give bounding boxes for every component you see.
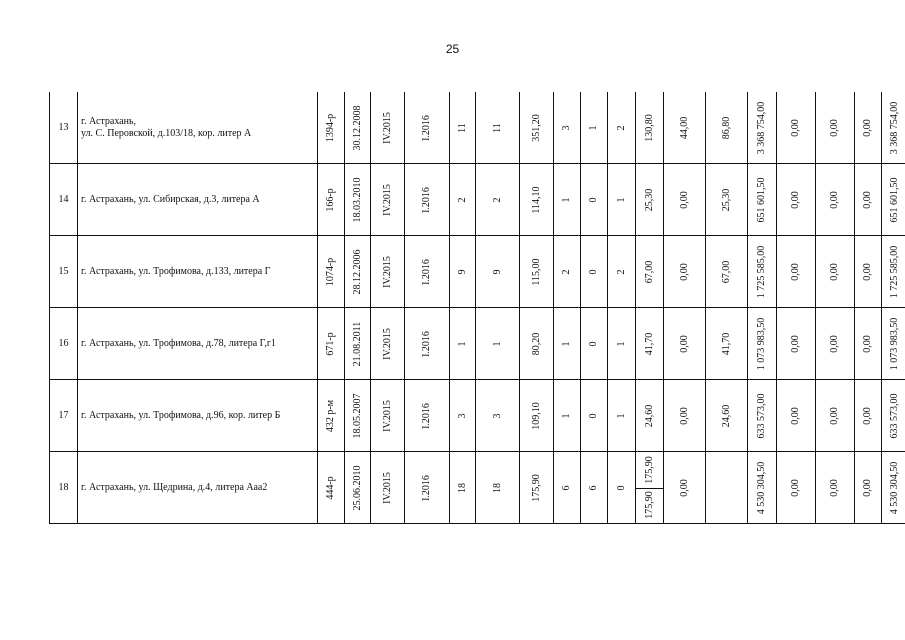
- address-cell: [78, 380, 318, 452]
- fund-local-cell: [855, 164, 882, 236]
- total-area-cell: [520, 92, 554, 164]
- rooms-owned-cell: [581, 236, 608, 308]
- fund-local: 0,00: [862, 118, 873, 137]
- fund-local: 0,00: [862, 334, 873, 353]
- table-row: [50, 452, 905, 524]
- planned-resettlement: IV.2015: [381, 111, 393, 144]
- planned-demolition-cell: [405, 92, 450, 164]
- rooms-municipal-cell: [608, 164, 636, 236]
- area-to-resettle: 175,90: [643, 491, 655, 519]
- row-number: 17: [50, 380, 78, 452]
- address-cell: [78, 92, 318, 164]
- area-to-resettle-cell: [636, 308, 664, 380]
- rooms-owned: 6: [588, 485, 599, 490]
- rooms-total: 1: [561, 197, 572, 202]
- residents-count-cell: [450, 236, 476, 308]
- resettlement-cost-cell: [748, 380, 777, 452]
- fund-local-cell: [855, 380, 882, 452]
- address-cell: [78, 308, 318, 380]
- fund-federal-cell: [777, 92, 816, 164]
- rooms-owned: 0: [588, 269, 599, 274]
- total-cost: 633 573,00: [888, 393, 900, 438]
- planned-demolition: I.2016: [421, 330, 432, 357]
- total-area-cell: [520, 452, 554, 524]
- planned-demolition: I.2016: [421, 186, 432, 213]
- residents-count-cell: [450, 308, 476, 380]
- planned-resettlement-cell: [371, 380, 405, 452]
- planned-demolition-cell: [405, 452, 450, 524]
- residents-to-resettle: 9: [491, 269, 503, 274]
- total-area: 351,20: [530, 113, 542, 142]
- total-area: 175,90: [530, 473, 542, 502]
- rooms-municipal: 2: [615, 269, 627, 274]
- rooms-total: 2: [561, 269, 572, 274]
- decree-date: 21.08.2011: [351, 321, 363, 366]
- rooms-total: 3: [561, 125, 572, 130]
- planned-demolition-cell: [405, 236, 450, 308]
- decree-date-cell: [345, 164, 371, 236]
- decree-number-cell: [318, 452, 345, 524]
- decree-date-cell: [345, 452, 371, 524]
- area-owned-cell: [664, 236, 706, 308]
- total-cost: 1 725 585,00: [888, 245, 900, 298]
- area-to-resettle: 24,60: [643, 404, 655, 427]
- fund-federal: 0,00: [790, 118, 801, 137]
- decree-date-cell: [345, 92, 371, 164]
- area-owned-cell: [664, 452, 706, 524]
- area-owned-cell: [664, 92, 706, 164]
- residents-to-resettle-cell: [476, 164, 520, 236]
- total-area: 114,10: [530, 185, 542, 214]
- row-number: 15: [50, 236, 78, 308]
- rooms-municipal: 0: [615, 485, 627, 490]
- fund-regional: 0,00: [829, 406, 840, 425]
- rooms-total-cell: [554, 452, 581, 524]
- address-line: ул. С. Перовской, д.103/18, кор. литер А: [81, 127, 252, 139]
- fund-federal-cell: [777, 236, 816, 308]
- planned-resettlement-cell: [371, 308, 405, 380]
- table-row: [50, 236, 905, 308]
- area-owned: 44,00: [678, 116, 690, 139]
- area-municipal: 24,60: [720, 404, 732, 427]
- area-municipal-cell: [706, 164, 748, 236]
- fund-local: 0,00: [862, 262, 873, 281]
- total-cost: 651 601,50: [888, 177, 900, 222]
- fund-regional-cell: [816, 380, 855, 452]
- planned-demolition-cell: [405, 308, 450, 380]
- address-cell: [78, 236, 318, 308]
- fund-local-cell: [855, 92, 882, 164]
- area-municipal-cell: [706, 92, 748, 164]
- residents-count-cell: [450, 92, 476, 164]
- area-municipal: 67,00: [720, 260, 732, 283]
- rooms-total-cell: [554, 164, 581, 236]
- rooms-owned-cell: [581, 92, 608, 164]
- total-cost-cell: [882, 92, 905, 164]
- planned-resettlement-cell: [371, 164, 405, 236]
- rooms-municipal: 1: [615, 341, 627, 346]
- area-municipal-cell: [706, 236, 748, 308]
- area-to-resettle-cell: [636, 380, 664, 452]
- area-owned: 0,00: [678, 334, 690, 353]
- table-row: [50, 380, 905, 452]
- decree-date: 28.12.2006: [351, 249, 363, 294]
- fund-regional: 0,00: [829, 334, 840, 353]
- residents-count: 1: [456, 341, 468, 346]
- total-area: 115,00: [530, 257, 542, 286]
- planned-resettlement: IV.2015: [381, 255, 393, 288]
- rooms-municipal-cell: [608, 380, 636, 452]
- residents-count: 18: [456, 482, 468, 493]
- total-area-cell: [520, 308, 554, 380]
- resettlement-cost: 1 725 585,00: [756, 245, 767, 298]
- fund-federal-cell: [777, 164, 816, 236]
- total-cost: 3 368 754,00: [888, 101, 900, 154]
- fund-regional-cell: [816, 164, 855, 236]
- row-number: 16: [50, 308, 78, 380]
- row-number: 18: [50, 452, 78, 524]
- area-to-resettle: 67,00: [643, 260, 655, 283]
- area-owned: 0,00: [678, 406, 690, 425]
- residents-to-resettle: 2: [491, 197, 503, 202]
- area-to-resettle: 130,80: [643, 113, 655, 142]
- decree-number-cell: [318, 164, 345, 236]
- planned-demolition: I.2016: [421, 114, 432, 141]
- fund-local-cell: [855, 308, 882, 380]
- residents-count-cell: [450, 380, 476, 452]
- decree-date-cell: [345, 308, 371, 380]
- decree-date: 18.05.2007: [351, 393, 363, 438]
- resettlement-cost-cell: [748, 236, 777, 308]
- area-to-resettle: 41,70: [643, 332, 655, 355]
- rooms-total-cell: [554, 92, 581, 164]
- total-cost-cell: [882, 308, 905, 380]
- rooms-municipal: 2: [615, 125, 627, 130]
- area-owned: 0,00: [678, 478, 690, 497]
- planned-resettlement: IV.2015: [381, 327, 393, 360]
- decree-number: 444-р: [325, 475, 336, 500]
- decree-number: 1394-р: [325, 113, 336, 142]
- rooms-owned-cell: [581, 380, 608, 452]
- area-owned: 0,00: [678, 190, 690, 209]
- total-cost: 4 530 304,50: [888, 461, 900, 514]
- residents-count-cell: [450, 452, 476, 524]
- rooms-owned-cell: [581, 308, 608, 380]
- decree-number: 166-р: [325, 187, 336, 212]
- resettlement-cost: 633 573,00: [756, 393, 767, 438]
- residents-count: 9: [456, 269, 468, 274]
- row-number: 14: [50, 164, 78, 236]
- area-municipal-cell: [706, 380, 748, 452]
- total-area-cell: [520, 236, 554, 308]
- fund-local-cell: [855, 236, 882, 308]
- residents-to-resettle: 3: [491, 413, 503, 418]
- fund-regional-cell: [816, 308, 855, 380]
- decree-date: 25.06.2010: [351, 465, 363, 510]
- rooms-total-cell: [554, 236, 581, 308]
- area-municipal-cell: [706, 308, 748, 380]
- residents-to-resettle-cell: [476, 236, 520, 308]
- address-line: г. Астрахань, ул. Трофимова, д.96, кор. литер Б: [81, 409, 281, 421]
- row-number: 13: [50, 92, 78, 164]
- area-municipal: 25,30: [720, 188, 732, 211]
- fund-regional-cell: [816, 92, 855, 164]
- planned-demolition: I.2016: [421, 474, 432, 501]
- total-cost-cell: [882, 452, 905, 524]
- fund-regional: 0,00: [829, 478, 840, 497]
- resettlement-cost-cell: [748, 164, 777, 236]
- area-to-resettle-split: [636, 452, 664, 524]
- fund-local: 0,00: [862, 406, 873, 425]
- table-row: [50, 308, 905, 380]
- total-area-cell: [520, 164, 554, 236]
- planned-resettlement-cell: [371, 236, 405, 308]
- fund-regional: 0,00: [829, 190, 840, 209]
- address-line: г. Астрахань, ул. Щедрина, д.4, литера Ааа2: [81, 481, 268, 493]
- rooms-municipal: 1: [615, 413, 627, 418]
- rooms-municipal-cell: [608, 236, 636, 308]
- decree-number: 1074-р: [325, 257, 336, 286]
- decree-number-cell: [318, 308, 345, 380]
- decree-date: 18.03.2010: [351, 177, 363, 222]
- resettlement-cost: 1 073 983,50: [756, 317, 767, 370]
- rooms-total-cell: [554, 380, 581, 452]
- fund-local: 0,00: [862, 478, 873, 497]
- residents-count-cell: [450, 164, 476, 236]
- total-cost: 1 073 983,50: [888, 317, 900, 370]
- address-line: г. Астрахань, ул. Трофимова, д.133, литера Г: [81, 265, 271, 277]
- total-area: 109,10: [530, 401, 542, 430]
- total-cost-cell: [882, 236, 905, 308]
- planned-demolition: I.2016: [421, 258, 432, 285]
- decree-number-cell: [318, 236, 345, 308]
- residents-to-resettle: 18: [491, 482, 503, 493]
- rooms-owned-cell: [581, 164, 608, 236]
- area-owned-cell: [664, 164, 706, 236]
- rooms-total-cell: [554, 308, 581, 380]
- resettlement-cost: 3 368 754,00: [756, 101, 767, 154]
- planned-resettlement: IV.2015: [381, 183, 393, 216]
- decree-number: 432 р-м: [325, 399, 336, 432]
- residents-to-resettle: 1: [491, 341, 503, 346]
- fund-federal-cell: [777, 452, 816, 524]
- rooms-municipal-cell: [608, 308, 636, 380]
- fund-regional-cell: [816, 452, 855, 524]
- resettlement-cost-cell: [748, 92, 777, 164]
- rooms-owned: 0: [588, 413, 599, 418]
- area-to-resettle-cell: [636, 92, 664, 164]
- fund-federal: 0,00: [790, 262, 801, 281]
- area-municipal-cell: [706, 452, 748, 524]
- decree-date-cell: [345, 236, 371, 308]
- fund-federal: 0,00: [790, 334, 801, 353]
- fund-local-cell: [855, 452, 882, 524]
- rooms-municipal: 1: [615, 197, 627, 202]
- decree-number-cell: [318, 380, 345, 452]
- fund-federal: 0,00: [790, 190, 801, 209]
- decree-number-cell: [318, 92, 345, 164]
- planned-resettlement: IV.2015: [381, 471, 393, 504]
- total-area: 80,20: [530, 332, 542, 355]
- residents-to-resettle: 11: [491, 122, 503, 133]
- rooms-total: 1: [561, 341, 572, 346]
- address-line: г. Астрахань, ул. Сибирская, д.3, литера А: [81, 193, 260, 205]
- rooms-owned-cell: [581, 452, 608, 524]
- resettlement-cost-cell: [748, 452, 777, 524]
- area-to-resettle: 25,30: [643, 188, 655, 211]
- rooms-owned: 1: [588, 125, 599, 130]
- decree-date-cell: [345, 380, 371, 452]
- total-cost-cell: [882, 380, 905, 452]
- address-cell: [78, 452, 318, 524]
- planned-resettlement: IV.2015: [381, 399, 393, 432]
- residents-count: 3: [456, 413, 468, 418]
- rooms-municipal-cell: [608, 92, 636, 164]
- fund-regional: 0,00: [829, 262, 840, 281]
- resettlement-cost: 651 601,50: [756, 177, 767, 222]
- area-to-resettle-cell: [636, 164, 664, 236]
- rooms-total: 1: [561, 413, 572, 418]
- planned-demolition-cell: [405, 164, 450, 236]
- area-municipal: 41,70: [720, 332, 732, 355]
- area-to-resettle-cell: [636, 236, 664, 308]
- resettlement-cost-cell: [748, 308, 777, 380]
- resettlement-table: [49, 92, 905, 524]
- fund-regional: 0,00: [829, 118, 840, 137]
- rooms-total: 6: [561, 485, 572, 490]
- rooms-owned: 0: [588, 341, 599, 346]
- planned-demolition-cell: [405, 380, 450, 452]
- fund-regional-cell: [816, 236, 855, 308]
- residents-count: 2: [456, 197, 468, 202]
- area-municipal: 86,80: [720, 116, 732, 139]
- fund-federal: 0,00: [790, 478, 801, 497]
- residents-count: 11: [456, 122, 468, 133]
- address-cell: [78, 164, 318, 236]
- planned-demolition: I.2016: [421, 402, 432, 429]
- area-owned-cell: [664, 308, 706, 380]
- rooms-municipal-cell: [608, 452, 636, 524]
- planned-resettlement-cell: [371, 452, 405, 524]
- planned-resettlement-cell: [371, 92, 405, 164]
- resettlement-cost: 4 530 304,50: [756, 461, 767, 514]
- area-to-resettle: 175,90: [643, 456, 655, 484]
- address-line: г. Астрахань, ул. Трофимова, д.78, литера Г,г1: [81, 337, 276, 349]
- area-owned-cell: [664, 380, 706, 452]
- residents-to-resettle-cell: [476, 452, 520, 524]
- total-area-cell: [520, 380, 554, 452]
- total-cost-cell: [882, 164, 905, 236]
- fund-local: 0,00: [862, 190, 873, 209]
- fund-federal-cell: [777, 380, 816, 452]
- residents-to-resettle-cell: [476, 308, 520, 380]
- residents-to-resettle-cell: [476, 92, 520, 164]
- table-row: [50, 164, 905, 236]
- rooms-owned: 0: [588, 197, 599, 202]
- decree-number: 671-р: [325, 331, 336, 356]
- table-row: [50, 92, 905, 164]
- area-owned: 0,00: [678, 262, 690, 281]
- page-number: 25: [445, 42, 460, 56]
- address-line: г. Астрахань,: [81, 115, 137, 127]
- fund-federal: 0,00: [790, 406, 801, 425]
- decree-date: 30.12.2008: [351, 105, 363, 150]
- fund-federal-cell: [777, 308, 816, 380]
- residents-to-resettle-cell: [476, 380, 520, 452]
